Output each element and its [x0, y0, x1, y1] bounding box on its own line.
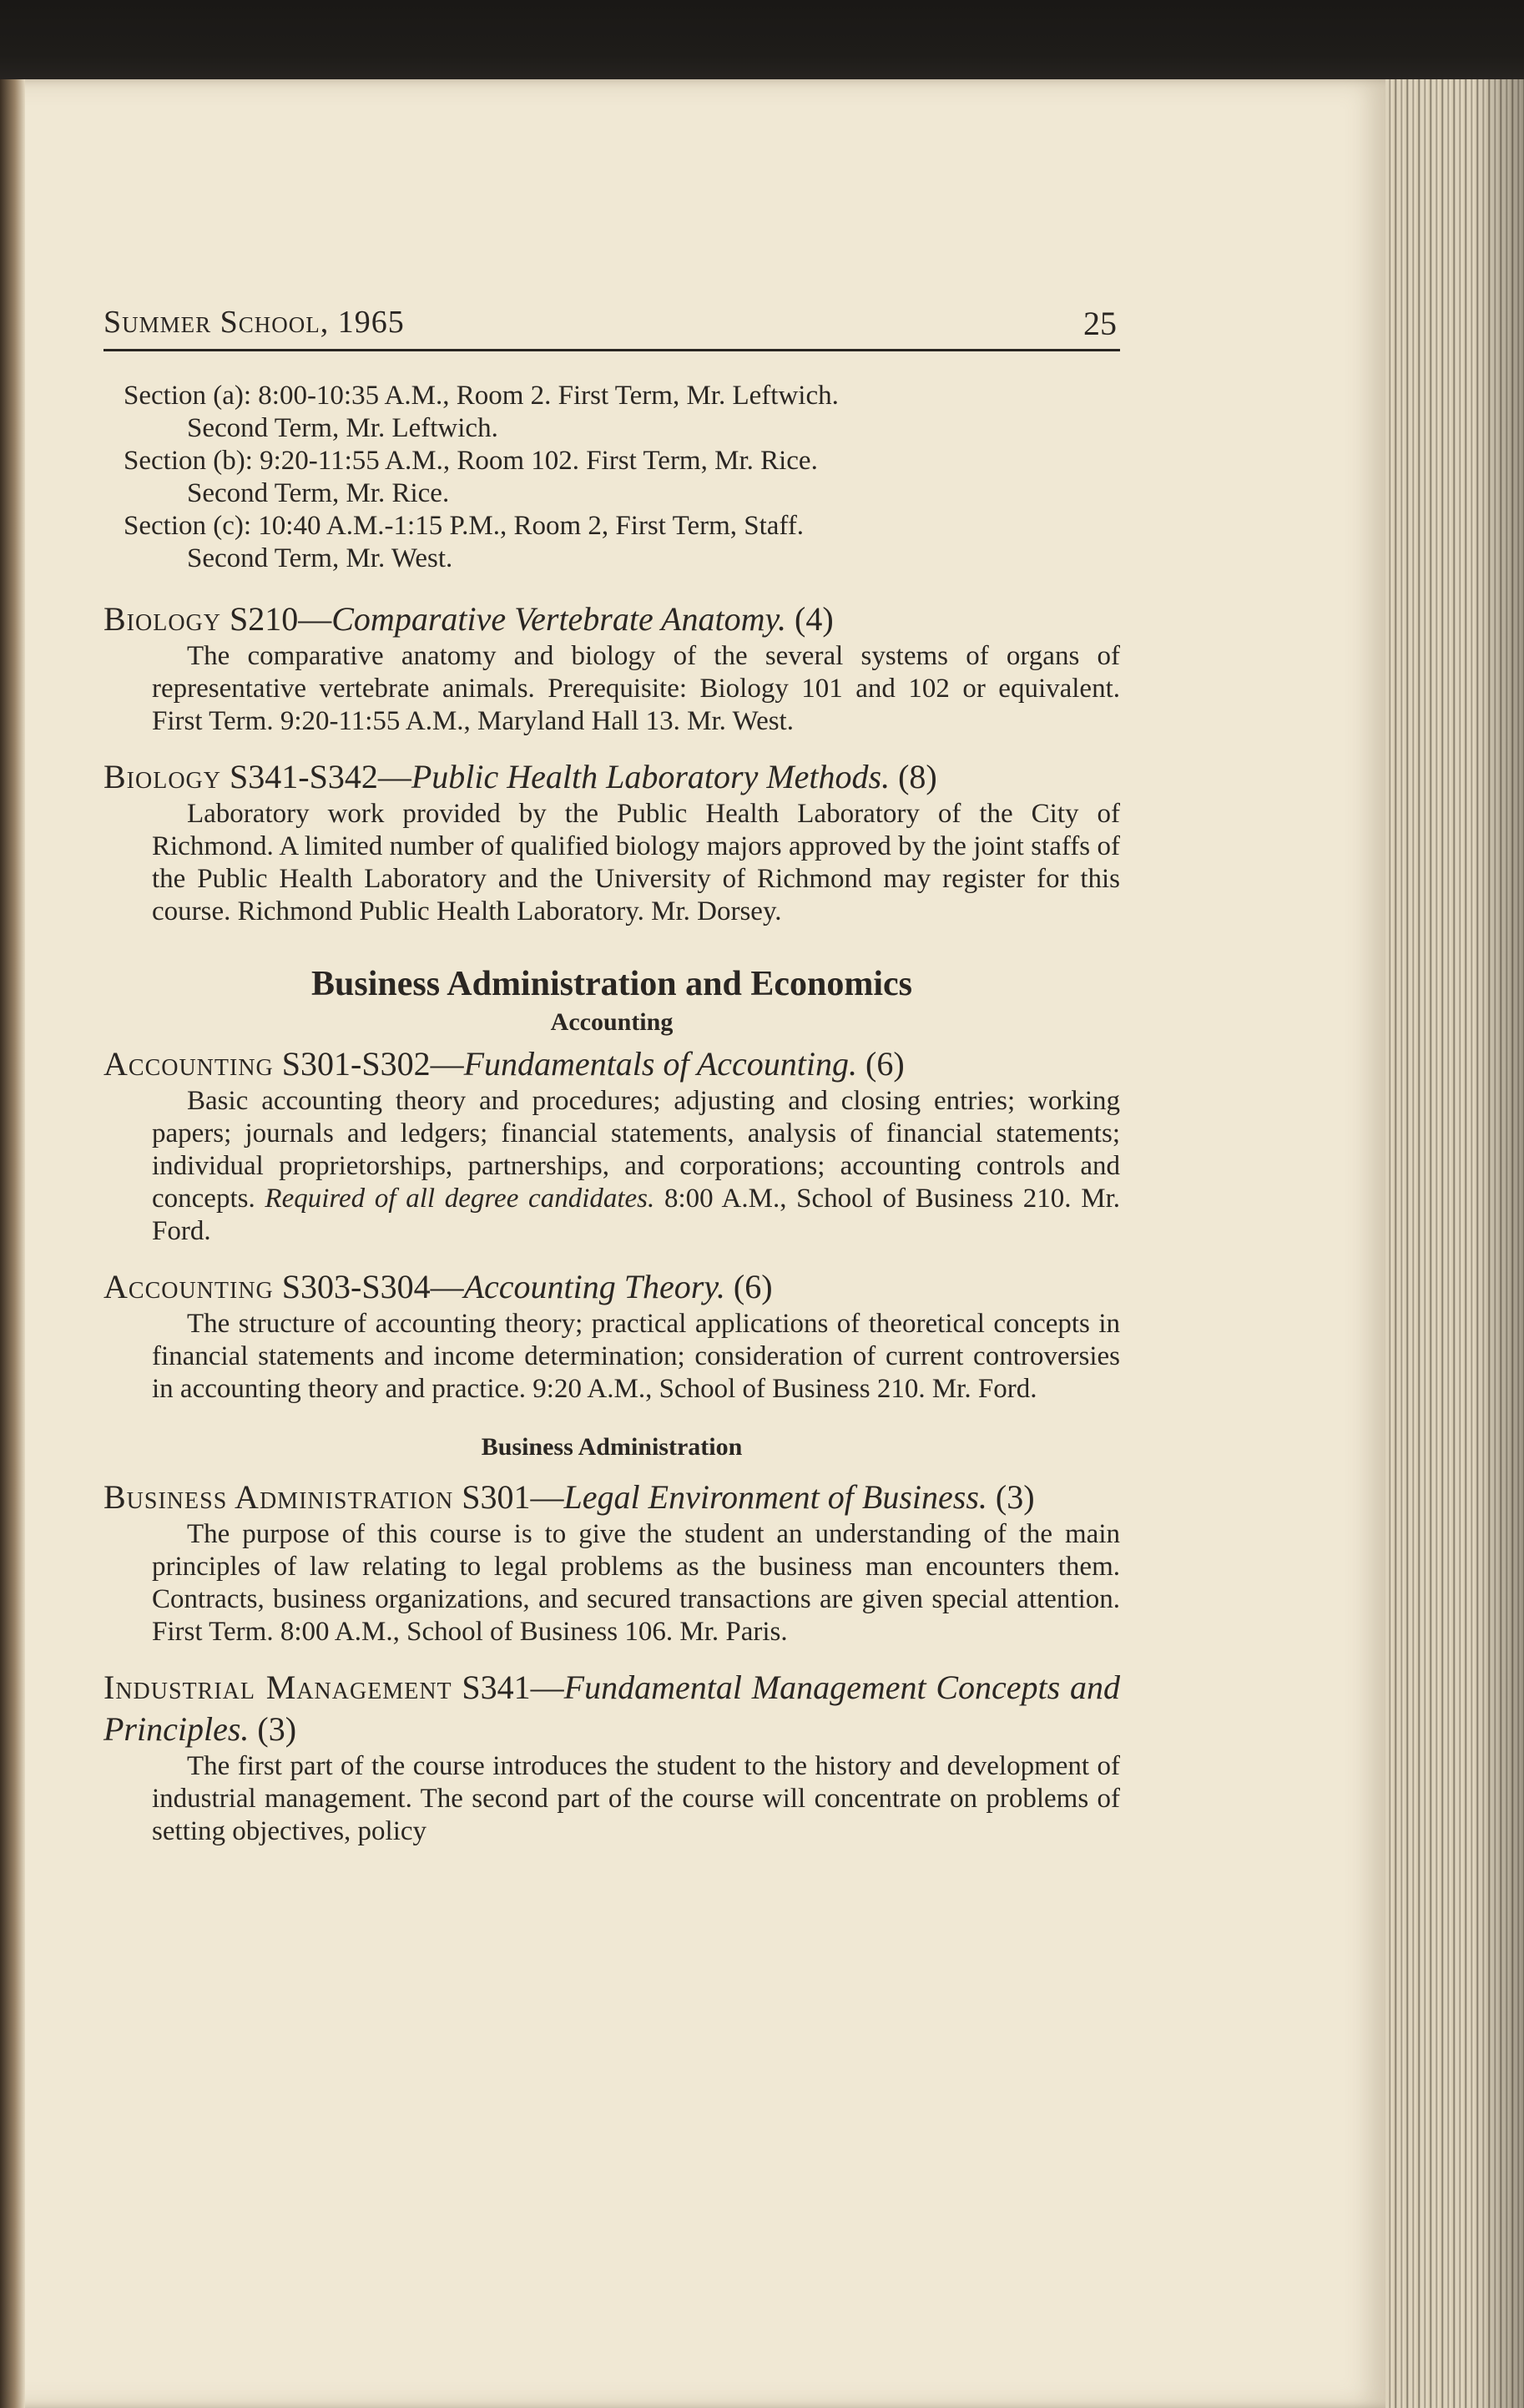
subsection-heading: Accounting: [550, 1008, 674, 1036]
description-text: Basic accounting theory and procedures; adjusting and closing entries; working papers; journals and ledgers; financial statements, analysis of financial statements; individual proprietorships, partnerships, and corporations; accounting controls and concepts.: [152, 1086, 1120, 1214]
section-line-cont: Second Term, Mr. Rice.: [187, 478, 450, 508]
section-line-cont: Second Term, Mr. Leftwich.: [187, 413, 498, 443]
page-content: [103, 380, 1120, 1848]
course-name: Fundamentals of Accounting.: [463, 1045, 858, 1083]
course-title: [103, 1266, 1120, 1308]
course-number: S341-S342—: [230, 758, 411, 795]
course-description: The first part of the course introduces the student to the history and development of industrial management. The second part of the course will concentrate on problems of setting objectives, policy: [152, 1751, 1120, 1846]
course-name: Legal Environment of Business.: [563, 1478, 987, 1516]
course-entry: [103, 598, 1120, 738]
course-dept: Accounting: [103, 1045, 274, 1083]
course-entry: [103, 756, 1120, 928]
course-dept: Biology: [103, 758, 221, 795]
running-title: Summer School, 1965: [103, 305, 405, 340]
section-item: [124, 380, 1120, 445]
section-line-cont: Second Term, Mr. West.: [187, 543, 453, 573]
course-credits: (6): [733, 1268, 773, 1305]
section-list: [103, 380, 1120, 575]
course-entry: [103, 1266, 1120, 1406]
section-line: Section (c): 10:40 A.M.-1:15 P.M., Room 2, First Term, Staff.: [124, 511, 805, 541]
course-description: [152, 1085, 1120, 1248]
course-entry: [103, 1477, 1120, 1648]
section-line: Section (b): 9:20-11:55 A.M., Room 102. First Term, Mr. Rice.: [124, 446, 818, 476]
course-name: Public Health Laboratory Methods.: [411, 758, 891, 795]
course-dept: Accounting: [103, 1268, 274, 1305]
course-number: S301-S302—: [281, 1045, 464, 1083]
course-dept: Business Administration: [103, 1478, 454, 1516]
course-credits: (4): [795, 600, 834, 638]
subsection-heading: Business Administration: [481, 1433, 743, 1461]
section-line: Section (a): 8:00-10:35 A.M., Room 2. First Term, Mr. Leftwich.: [124, 381, 839, 411]
course-description: Laboratory work provided by the Public Health Laboratory of the City of Richmond. A limited number of qualified biology majors approved by the joint staffs of the Public Health Laboratory and the University of Richmond may register for this course. Richmond Public Health Laboratory. Mr. Dorsey.: [152, 799, 1120, 926]
course-entry: [103, 1667, 1120, 1848]
course-dept: Biology: [103, 600, 221, 638]
course-title: [103, 1477, 1120, 1518]
course-description: The purpose of this course is to give the student an understanding of the main principles of law relating to legal problems as the business man encounters them. Contracts, business organizations, and secured transactions are given special attention. First Term. 8:00 A.M., School of Business 106. Mr. Paris.: [152, 1519, 1120, 1647]
course-credits: (6): [865, 1045, 905, 1083]
description-note: Required of all degree candidates.: [265, 1184, 655, 1214]
course-number: S301—: [462, 1478, 564, 1516]
page-number: 25: [1083, 305, 1117, 342]
course-number: S341—: [462, 1668, 564, 1706]
course-credits: (3): [257, 1710, 297, 1748]
page-stack-edges: [1385, 79, 1524, 2408]
course-title: [103, 1043, 1120, 1085]
course-title: [103, 598, 1120, 640]
course-credits: (8): [898, 758, 937, 795]
book-cover-top: [0, 0, 1524, 92]
section-item: [124, 510, 1120, 575]
course-name: Fundamental Management Concepts and Principles.: [103, 1668, 1121, 1748]
course-title: [103, 1667, 1120, 1750]
section-heading: Business Administration and Economics: [311, 965, 912, 1003]
course-entry: [103, 1043, 1120, 1248]
course-description: The comparative anatomy and biology of the several systems of organs of representative vertebrate animals. Prerequisite: Biology 101 and 102 or equivalent. First Term. 9:20-11:55 A.M., Maryland Hall 13. Mr. West.: [152, 641, 1120, 736]
course-description: The structure of accounting theory; practical applications of theoretical concepts in financial statements and income determination; consideration of current controversies in accounting theory and practice. 9:20 A.M., School of Business 210. Mr. Ford.: [152, 1309, 1120, 1404]
course-number: S303-S304—: [281, 1268, 464, 1305]
course-number: S210—: [230, 600, 332, 638]
running-header: [103, 299, 1120, 351]
course-title: [103, 756, 1120, 798]
course-name: Comparative Vertebrate Anatomy.: [331, 600, 786, 638]
course-credits: (3): [995, 1478, 1035, 1516]
course-dept: Industrial Management: [103, 1668, 452, 1706]
course-name: Accounting Theory.: [463, 1268, 725, 1305]
section-item: [124, 445, 1120, 510]
description-text: 8:00 A.M., School of Business 210. Mr. Ford.: [152, 1184, 1121, 1246]
page-binding-edge: [0, 79, 25, 2408]
